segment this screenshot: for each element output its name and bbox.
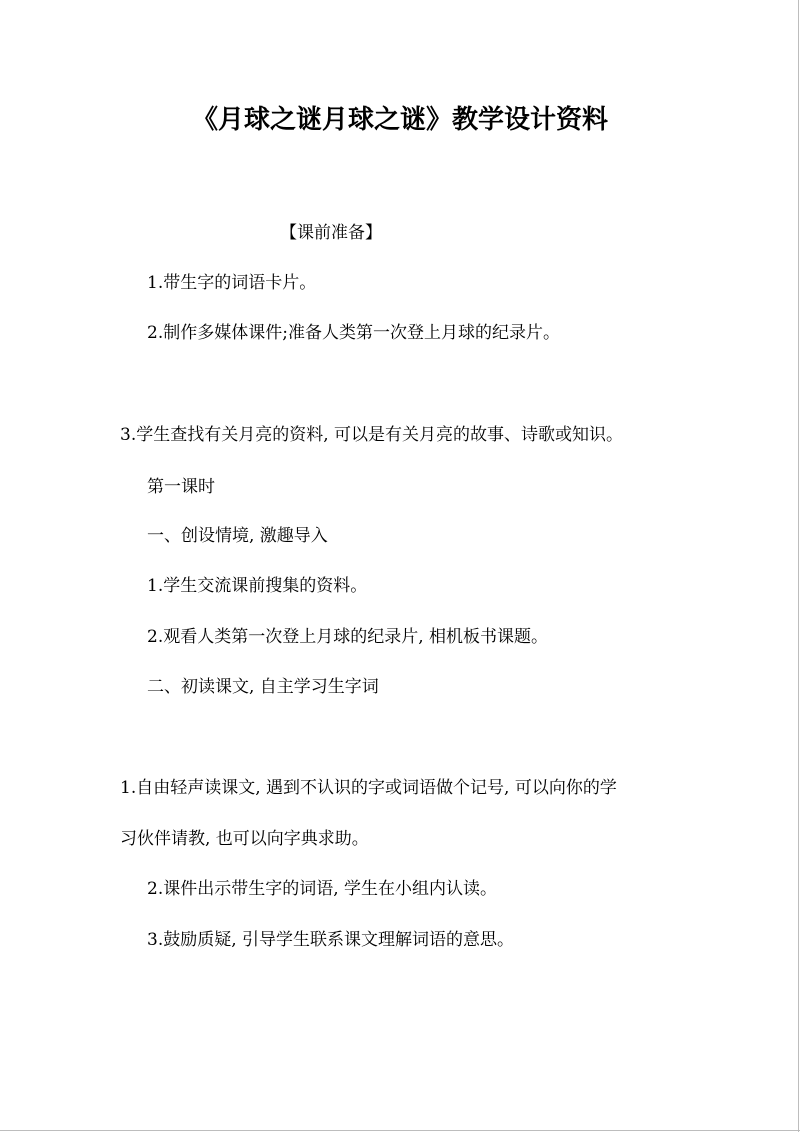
document-title: 《月球之谜月球之谜》教学设计资料	[191, 105, 608, 135]
page-edge-right	[798, 0, 799, 1132]
paragraph-line: 2.观看人类第一次登上月球的纪录片, 相机板书课题。	[147, 627, 549, 647]
paragraph-line: 2.课件出示带生字的词语, 学生在小组内认读。	[147, 879, 498, 899]
paragraph-line: 习伙伴请教, 也可以向字典求助。	[120, 829, 369, 849]
paragraph-line: 3.学生查找有关月亮的资料, 可以是有关月亮的故事、诗歌或知识。	[120, 425, 624, 445]
section-heading-first-lesson: 第一课时	[147, 477, 215, 497]
paragraph-line: 1.自由轻声读课文, 遇到不认识的字或词语做个记号, 可以向你的学	[120, 778, 617, 798]
paragraph-line: 1.带生字的词语卡片。	[147, 273, 317, 293]
paragraph-line: 2.制作多媒体课件;准备人类第一次登上月球的纪录片。	[147, 323, 560, 343]
section-heading: 二、初读课文, 自主学习生字词	[147, 677, 379, 697]
page-edge-bottom	[0, 1130, 800, 1131]
section-label-preparation: 【课前准备】	[280, 223, 382, 243]
section-heading: 一、创设情境, 激趣导入	[147, 526, 328, 546]
paragraph-line: 3.鼓励质疑, 引导学生联系课文理解词语的意思。	[147, 930, 515, 950]
paragraph-line: 1.学生交流课前搜集的资料。	[147, 576, 368, 596]
